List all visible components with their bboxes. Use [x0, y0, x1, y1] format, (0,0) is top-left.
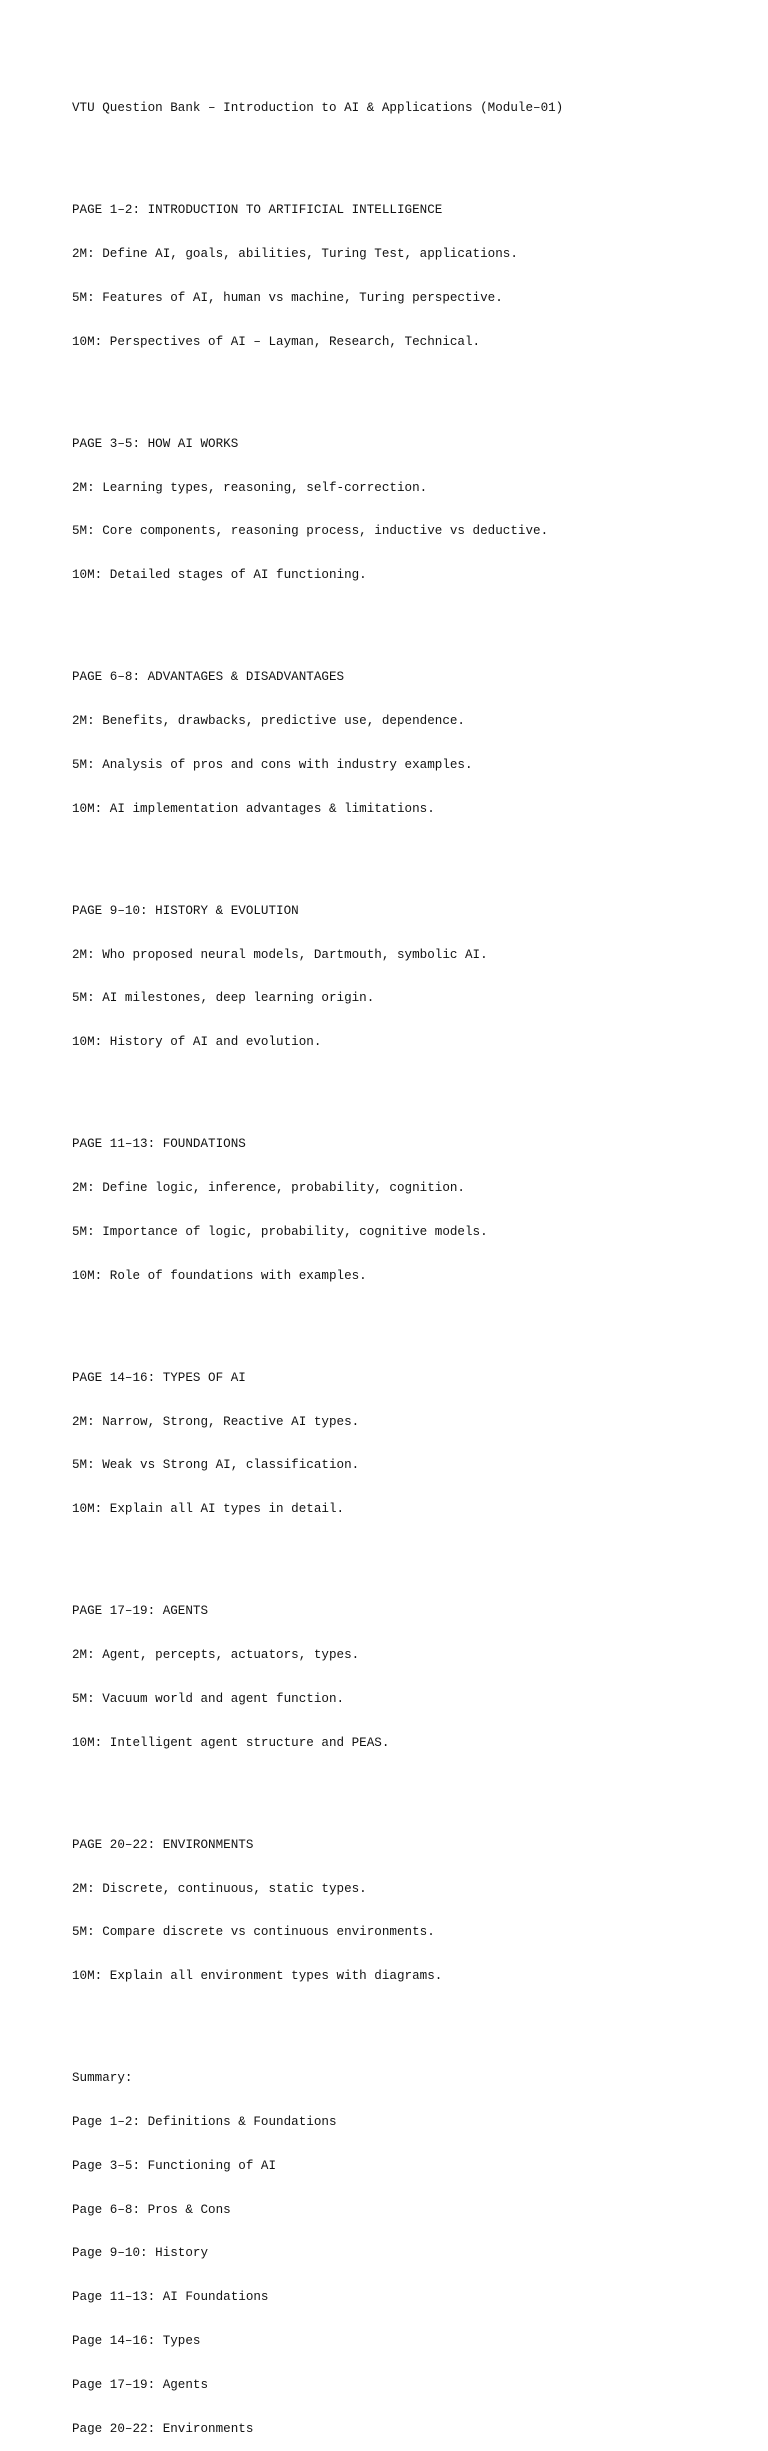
question-line: 2M: Narrow, Strong, Reactive AI types.	[72, 1414, 360, 1429]
spacer	[72, 1779, 752, 1794]
question-line: 10M: AI implementation advantages & limitations.	[72, 801, 435, 816]
question-line: 2M: Define logic, inference, probability, cognition.	[72, 1181, 465, 1196]
question-line: 10M: Explain all environment types with diagrams.	[72, 1969, 443, 1984]
spacer	[72, 378, 752, 393]
question-line: 5M: AI milestones, deep learning origin.	[72, 991, 375, 1006]
section-heading: PAGE 17–19: AGENTS	[72, 1604, 209, 1619]
question-line: 2M: Benefits, drawbacks, predictive use, dependence.	[72, 714, 465, 729]
question-line: 5M: Analysis of pros and cons with industry examples.	[72, 757, 473, 772]
spacer	[72, 145, 752, 160]
question-line: 2M: Discrete, continuous, static types.	[72, 1881, 367, 1896]
spacer	[72, 845, 752, 860]
summary-line: Page 17–19: Agents	[72, 2377, 209, 2392]
spacer	[72, 2013, 752, 2028]
section-heading: PAGE 14–16: TYPES OF AI	[72, 1370, 246, 1385]
summary-line: Page 14–16: Types	[72, 2334, 201, 2349]
question-line: 10M: History of AI and evolution.	[72, 1035, 322, 1050]
summary-line: Page 11–13: AI Foundations	[72, 2290, 269, 2305]
document-title: VTU Question Bank – Introduction to AI & Applications (Module–01)	[72, 101, 564, 116]
question-line: 10M: Explain all AI types in detail.	[72, 1502, 345, 1517]
section-heading: PAGE 11–13: FOUNDATIONS	[72, 1137, 246, 1152]
summary-line: Page 3–5: Functioning of AI	[72, 2158, 277, 2173]
question-line: 10M: Role of foundations with examples.	[72, 1268, 367, 1283]
section-heading: PAGE 9–10: HISTORY & EVOLUTION	[72, 903, 299, 918]
question-line: 10M: Intelligent agent structure and PEAS.	[72, 1735, 390, 1750]
question-line: 2M: Learning types, reasoning, self-correction.	[72, 480, 428, 495]
spacer	[72, 1546, 752, 1561]
question-line: 10M: Perspectives of AI – Layman, Research, Technical.	[72, 334, 481, 349]
question-line: 5M: Features of AI, human vs machine, Turing perspective.	[72, 290, 503, 305]
question-line: 5M: Vacuum world and agent function.	[72, 1691, 345, 1706]
summary-heading: Summary:	[72, 2071, 133, 2086]
question-line: 2M: Define AI, goals, abilities, Turing Test, applications.	[72, 247, 518, 262]
spacer	[72, 1079, 752, 1094]
section-heading: PAGE 20–22: ENVIRONMENTS	[72, 1837, 254, 1852]
question-line: 5M: Importance of logic, probability, cognitive models.	[72, 1224, 488, 1239]
spacer	[72, 1312, 752, 1327]
question-line: 5M: Weak vs Strong AI, classification.	[72, 1458, 360, 1473]
summary-line: Page 6–8: Pros & Cons	[72, 2202, 231, 2217]
section-heading: PAGE 3–5: HOW AI WORKS	[72, 436, 239, 451]
question-line: 10M: Detailed stages of AI functioning.	[72, 568, 367, 583]
question-line: 5M: Compare discrete vs continuous environments.	[72, 1925, 435, 1940]
question-line: 2M: Agent, percepts, actuators, types.	[72, 1648, 360, 1663]
section-heading: PAGE 1–2: INTRODUCTION TO ARTIFICIAL INTELLIGENCE	[72, 203, 443, 218]
document-page	[72, 72, 752, 2451]
section-heading: PAGE 6–8: ADVANTAGES & DISADVANTAGES	[72, 670, 345, 685]
summary-line: Page 9–10: History	[72, 2246, 209, 2261]
spacer	[72, 612, 752, 627]
summary-line: Page 20–22: Environments	[72, 2421, 254, 2436]
question-line: 2M: Who proposed neural models, Dartmouth, symbolic AI.	[72, 947, 488, 962]
question-line: 5M: Core components, reasoning process, inductive vs deductive.	[72, 524, 549, 539]
summary-line: Page 1–2: Definitions & Foundations	[72, 2115, 337, 2130]
